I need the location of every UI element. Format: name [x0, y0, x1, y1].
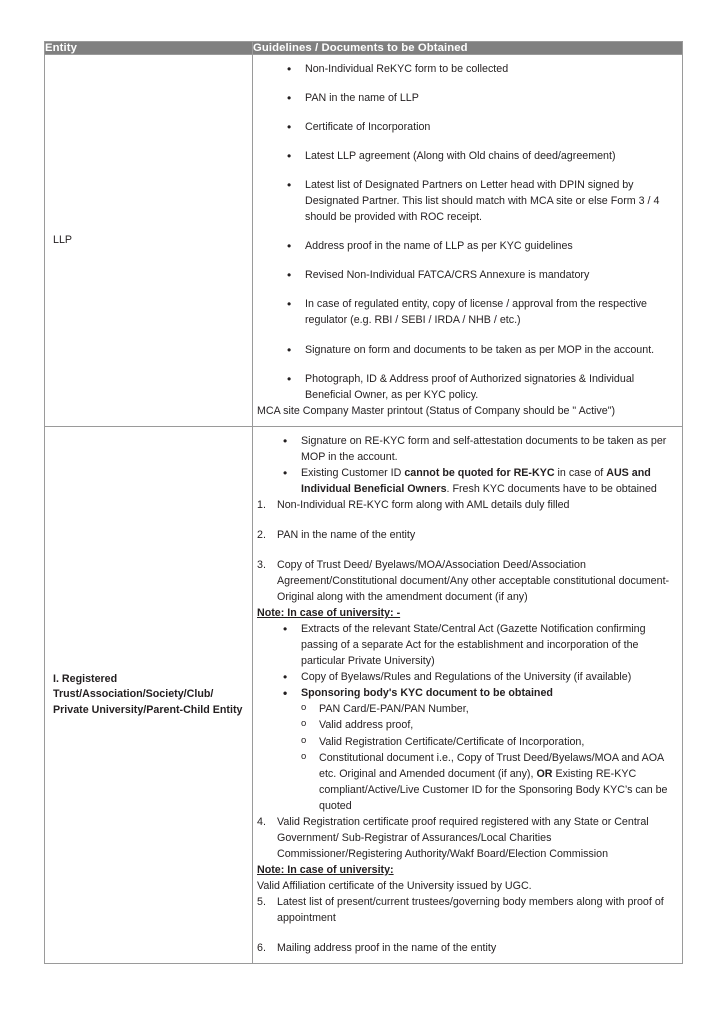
kyc-requirements-table [44, 41, 683, 964]
list-item: • Address proof in the name of LLP as per KYC guidelines [257, 238, 674, 254]
list-item: • PAN in the name of LLP [257, 90, 674, 106]
list-item: • Sponsoring body's KYC document to be obtained [257, 685, 674, 701]
list-item: o PAN Card/E-PAN/PAN Number, [257, 701, 674, 717]
list-item: 4. Valid Registration certificate proof required registered with any State or Central Government/ Sub-Registrar of Assurances/Local Charities Commissioner/Registering Authority/Wakf Board/Election Commission [257, 814, 674, 862]
guidelines-cell-registered-trust [253, 426, 683, 963]
note-university-2 [257, 862, 674, 878]
list-item: 3. Copy of Trust Deed/ Byelaws/MOA/Association Deed/Association Agreement/Constitutional document/Any other acceptable constitutional document-Original along with the amendment document (if any) [257, 557, 674, 605]
list-item: • Signature on form and documents to be taken as per MOP in the account. [257, 342, 674, 358]
entity-label: I. Registered Trust/Association/Society/Club/ Private University/Parent-Child Entity [53, 673, 243, 716]
list-item: 2. PAN in the name of the entity [257, 527, 674, 543]
list-item: 6. Mailing address proof in the name of the entity [257, 940, 674, 956]
rekyc-numbered-list-b [257, 814, 674, 862]
llp-bullet-list [257, 61, 674, 403]
rekyc-numbered-list-c [257, 894, 674, 956]
list-item: • Signature on RE-KYC form and self-attestation documents to be taken as per MOP in the account. [257, 433, 674, 465]
rekyc-lead-bullet-list [257, 433, 674, 497]
list-item: • Latest list of Designated Partners on Letter head with DPIN signed by Designated Partner. This list should match with MCA site or else Form 3 / 4 should be provided with ROC receipt. [257, 177, 674, 225]
list-item: o Valid Registration Certificate/Certificate of Incorporation, [257, 734, 674, 750]
entity-cell-llp [45, 55, 253, 427]
list-item: • Extracts of the relevant State/Central Act (Gazette Notification confirming passing of a separate Act for the establishment and incorporation of the particular Private University) [257, 621, 674, 669]
note-university-1-text: Note: In case of university: - [257, 607, 401, 620]
list-item: • In case of regulated entity, copy of license / approval from the respective regulator (e.g. RBI / SEBI / IRDA / NHB / etc.) [257, 296, 674, 328]
note-university-2-text: Note: In case of university: [257, 863, 394, 876]
guidelines-cell-llp [253, 55, 683, 427]
list-item: • Photograph, ID & Address proof of Authorized signatories & Individual Beneficial Owner, as per KYC policy. [257, 371, 674, 403]
university-bullet-list [257, 621, 674, 701]
list-item: • Revised Non-Individual FATCA/CRS Annexure is mandatory [257, 267, 674, 283]
list-item: 5. Latest list of present/current trustees/governing body members along with proof of appointment [257, 894, 674, 926]
entity-cell-registered-trust [45, 426, 253, 963]
list-item: • Non-Individual ReKYC form to be collected [257, 61, 674, 77]
table-row-registered-trust [45, 426, 683, 963]
table-body [45, 55, 683, 964]
list-item: • Latest LLP agreement (Along with Old chains of deed/agreement) [257, 148, 674, 164]
sponsoring-body-sub-list [257, 701, 674, 813]
list-item: o Valid address proof, [257, 717, 674, 733]
entity-label: LLP [53, 233, 73, 246]
list-item: • Copy of Byelaws/Rules and Regulations of the University (if available) [257, 669, 674, 685]
rekyc-numbered-list-a [257, 497, 674, 605]
list-item: o Constitutional document i.e., Copy of Trust Deed/Byelaws/MOA and AOA etc. Original and Amended document (if any), OR Existing RE-KYC compliant/Active/Live Customer ID for the Sponsoring Body KYC’s can be quoted [257, 750, 674, 814]
note-university-2-detail: Valid Affiliation certificate of the University issued by UGC. [257, 879, 532, 892]
column-header-entity: Entity [45, 42, 253, 55]
list-item: 1. Non-Individual RE-KYC form along with AML details duly filled [257, 497, 674, 513]
table-header-row [45, 42, 683, 55]
column-header-guidelines: Guidelines / Documents to be Obtained [253, 42, 683, 55]
note-university-1 [257, 605, 674, 621]
llp-footer-line: MCA site Company Master printout (Status of Company should be " Active") [257, 404, 616, 417]
table-header [45, 42, 683, 55]
list-item: • Certificate of Incorporation [257, 119, 674, 135]
list-item: • Existing Customer ID cannot be quoted for RE-KYC in case of AUS and Individual Beneficial Owners. Fresh KYC documents have to be obtained [257, 465, 674, 497]
table-row-llp [45, 55, 683, 427]
